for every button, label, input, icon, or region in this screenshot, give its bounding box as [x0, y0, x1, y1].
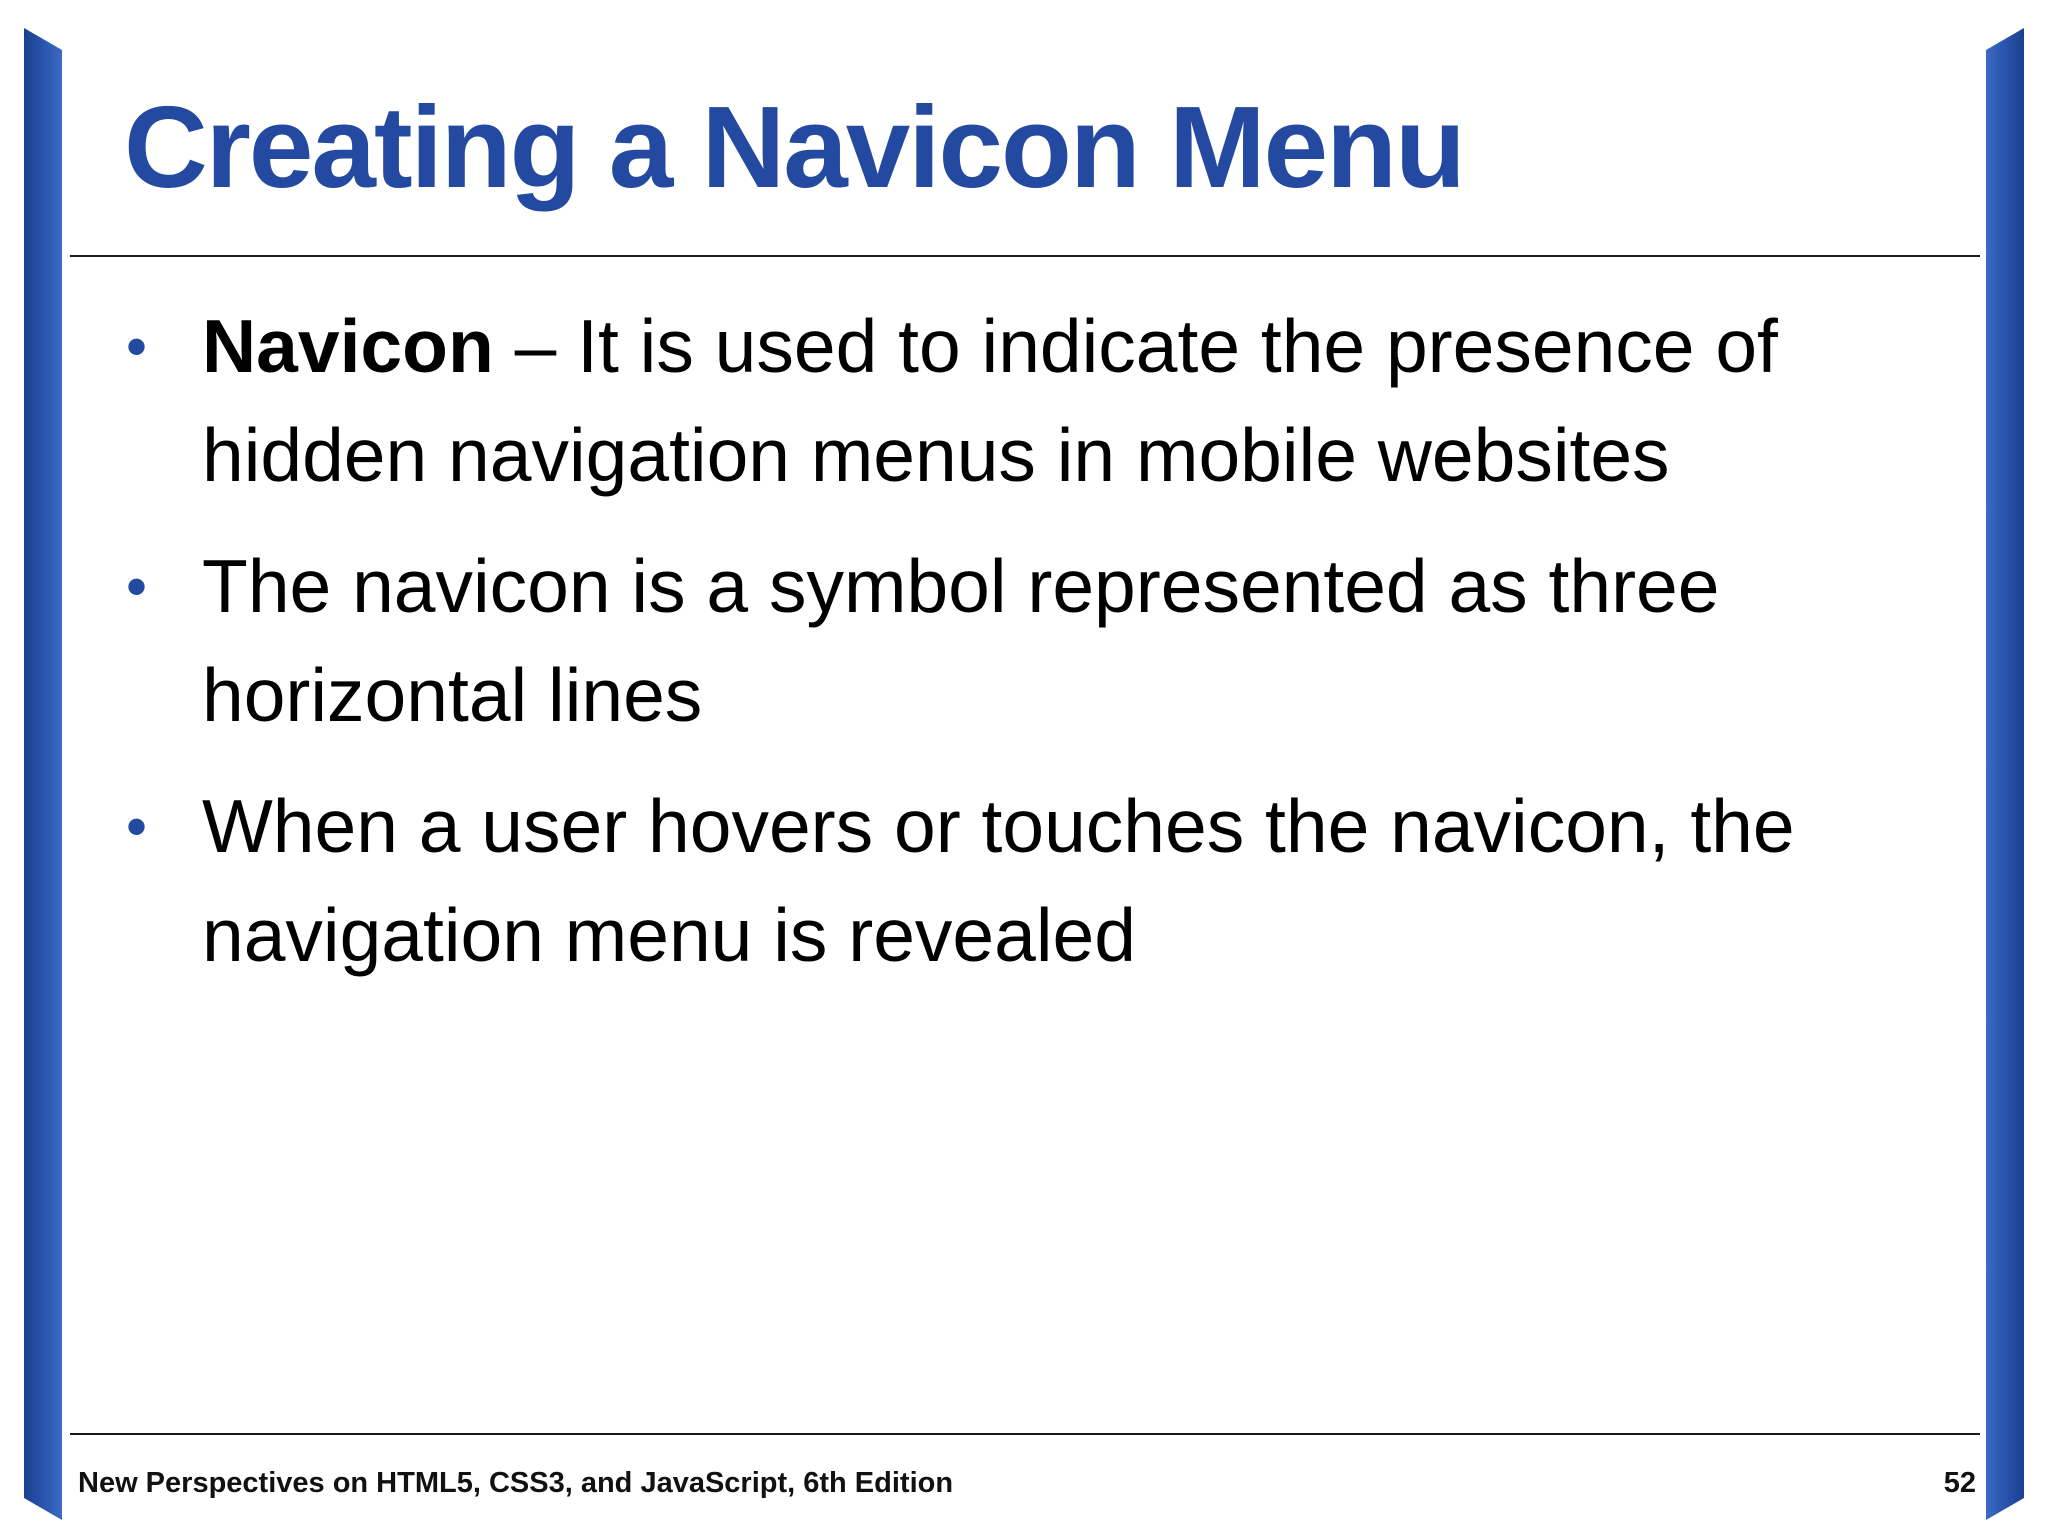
page-number: 52 [1943, 1467, 1976, 1499]
bullet-dot-icon: • [126, 793, 148, 860]
footer-text: New Perspectives on HTML5, CSS3, and JavaScript, 6th Edition [78, 1467, 954, 1499]
title-divider [70, 255, 1980, 257]
slide-title: Creating a Navicon Menu [124, 82, 1464, 212]
bullet-dot-icon: • [126, 313, 148, 380]
bullet-dot-icon: • [126, 553, 148, 620]
left-side-bar [24, 28, 62, 1520]
footer-divider [70, 1433, 1980, 1435]
bullet-item-1 [120, 292, 1960, 510]
right-side-bar [1986, 28, 2024, 1520]
bullet-term: Navicon [202, 304, 494, 388]
bullet-text: It is used to indicate the presence of hidden navigation menus in mobile websites [202, 304, 1778, 497]
bullet-list [120, 292, 1960, 1012]
bullet-text: The navicon is a symbol represented as three horizontal lines [202, 544, 1720, 737]
bullet-item-3 [120, 772, 1960, 990]
bullet-text: When a user hovers or touches the navicon, the navigation menu is revealed [202, 784, 1795, 977]
bullet-separator: – [493, 304, 578, 388]
bullet-item-2 [120, 532, 1960, 750]
